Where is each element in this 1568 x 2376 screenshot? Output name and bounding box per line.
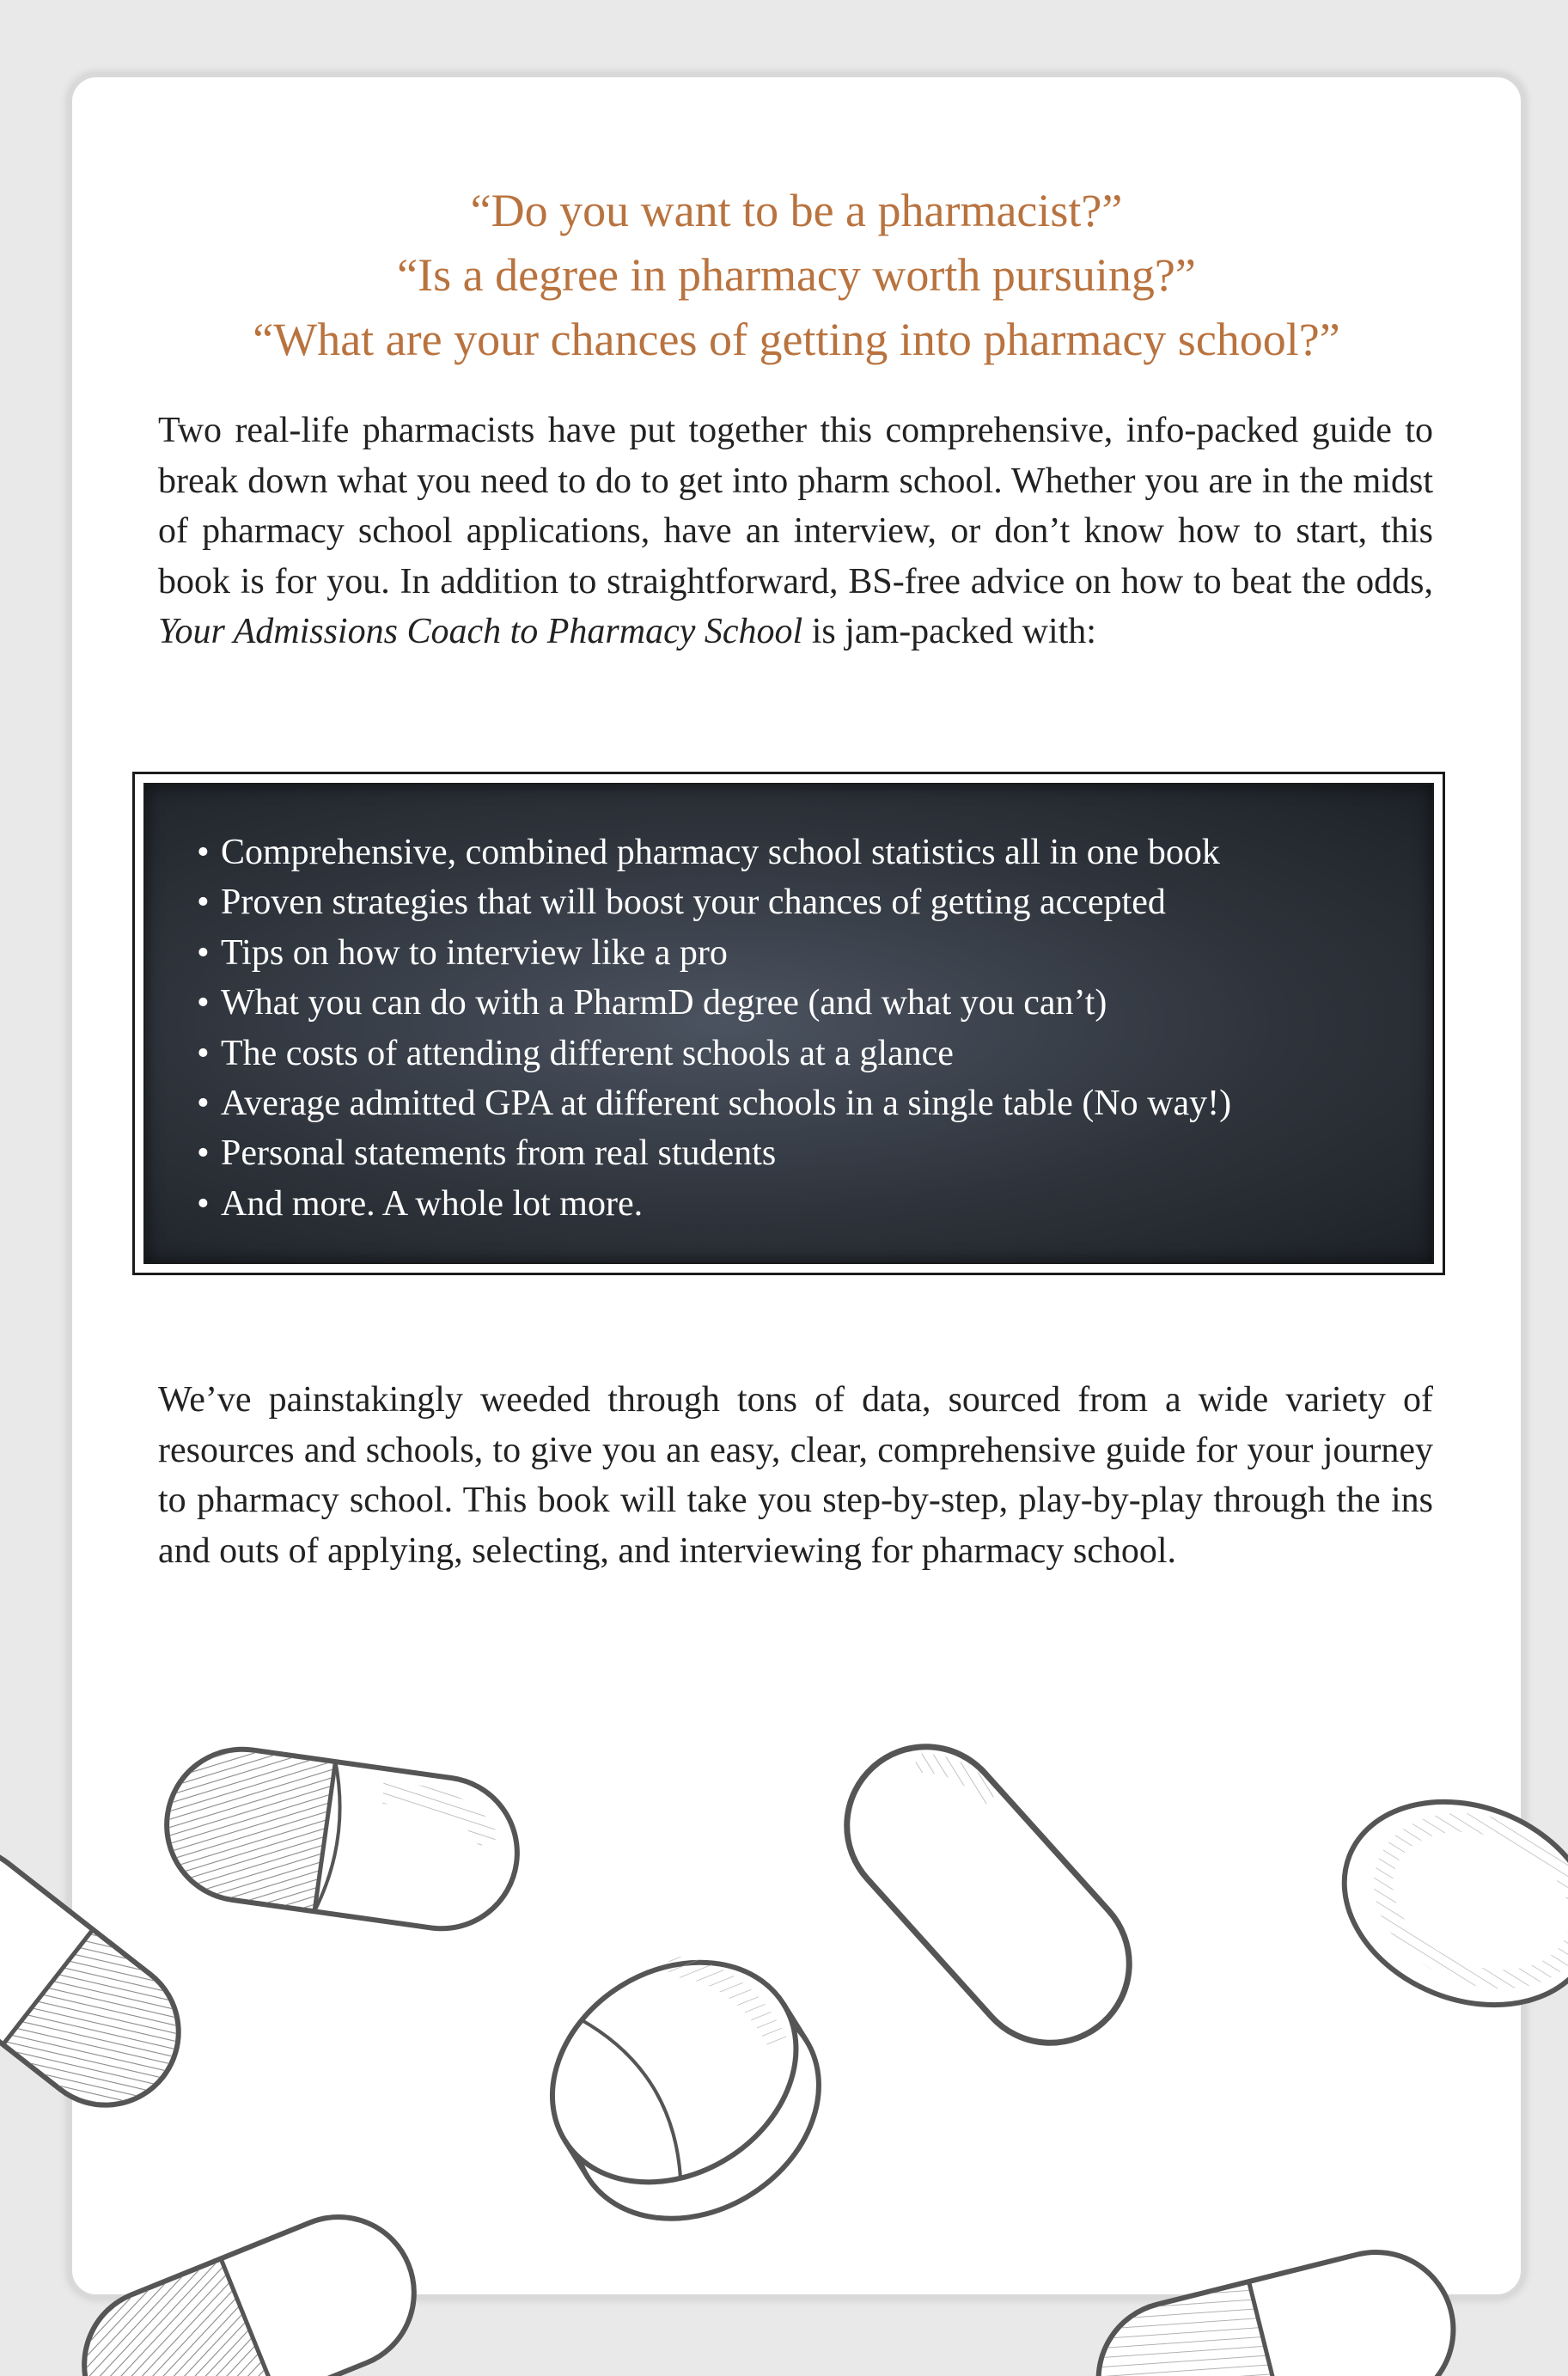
list-item-text: Average admitted GPA at different schools in a single table (No way!) (221, 1084, 1232, 1124)
bullet-icon: • (197, 1183, 210, 1224)
bullet-icon: • (197, 883, 210, 923)
list-item-text: Comprehensive, combined pharmacy school statistics all in one book (221, 833, 1220, 872)
list-item (197, 978, 1406, 1028)
intro-text-before: Two real-life pharmacists have put together this comprehensive, info-packed guide to break down what you need to do to get into pharm school. Whether you are in the midst of pharmacy school applications, have an interview, or don’t know how to start, this book is for you. In addition to straightforward, BS-free advice on how to beat the odds, (158, 411, 1433, 602)
quote-line-3: “What are your chances of getting into pharmacy school?” (253, 314, 1340, 365)
list-item (197, 928, 1406, 978)
list-item (197, 1179, 1406, 1229)
intro-text-after: is jam-packed with: (802, 612, 1096, 651)
list-item (197, 1128, 1406, 1178)
list-item-text: The costs of attending different schools at a glance (221, 1033, 954, 1073)
bullet-icon: • (197, 1133, 210, 1174)
list-item-text: And more. A whole lot more. (221, 1183, 644, 1224)
list-item-text: Proven strategies that will boost your chances of getting accepted (221, 883, 1166, 923)
list-item-text: Personal statements from real students (221, 1133, 777, 1174)
feature-box (132, 772, 1445, 1275)
closing-paragraph: We’ve painstakingly weeded through tons of data, sourced from a wide variety of resources and schools, to give you an easy, clear, comprehensive guide for your journey to pharmacy school. This book will take you step-by-step, play-by-play through the ins and outs of applying, selecting, and interviewing for pharmacy school. (158, 1380, 1433, 1571)
list-item (197, 877, 1406, 927)
bullet-icon: • (197, 932, 210, 973)
page-card (67, 72, 1526, 2300)
intro-paragraph (158, 406, 1433, 657)
bullet-icon: • (197, 983, 210, 1023)
quote-line-2: “Is a degree in pharmacy worth pursuing?” (397, 249, 1196, 301)
quote-line-1: “Do you want to be a pharmacist?” (470, 185, 1123, 236)
list-item-text: What you can do with a PharmD degree (and what you can’t) (221, 983, 1107, 1023)
list-item (197, 1029, 1406, 1078)
quote-block (72, 179, 1521, 372)
bullet-icon: • (197, 1033, 210, 1073)
feature-box-panel (145, 785, 1432, 1262)
book-title: Your Admissions Coach to Pharmacy School (158, 612, 803, 651)
list-item-text: Tips on how to interview like a pro (221, 932, 728, 973)
feature-list (197, 828, 1406, 1229)
bullet-icon: • (197, 833, 210, 872)
list-item (197, 1078, 1406, 1128)
list-item (197, 828, 1406, 877)
bullet-icon: • (197, 1084, 210, 1124)
